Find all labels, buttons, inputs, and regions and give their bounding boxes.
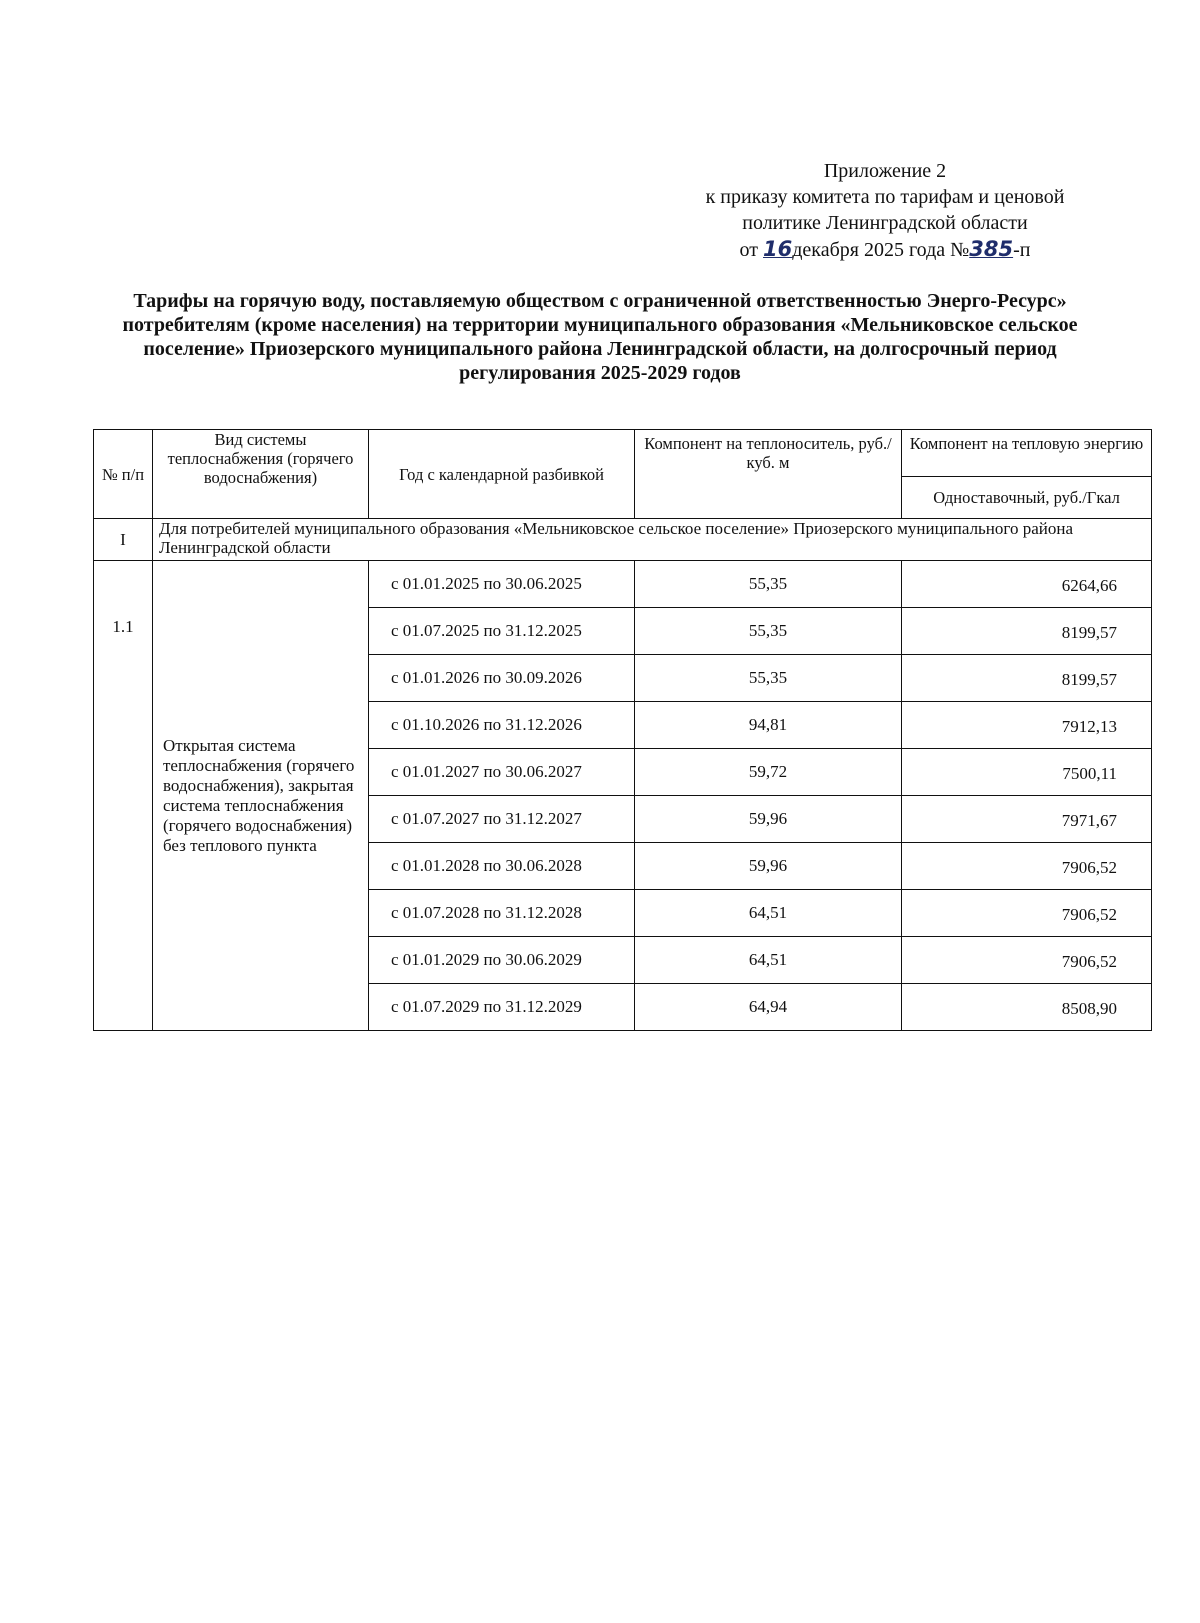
carrier-value: 94,81: [635, 702, 902, 749]
group-num: I: [94, 519, 153, 561]
date-rest: декабря 2025 года №: [792, 239, 970, 261]
appendix-title: Приложение 2: [823, 160, 947, 182]
date-prefix: от: [739, 239, 759, 261]
carrier-value: 64,51: [635, 937, 902, 984]
carrier-value: 64,94: [635, 984, 902, 1031]
energy-value: 8199,57: [902, 608, 1152, 655]
carrier-value: 59,96: [635, 843, 902, 890]
carrier-value: 55,35: [635, 655, 902, 702]
period-cell: с 01.01.2026 по 30.09.2026: [369, 655, 635, 702]
appendix-header: [650, 158, 1120, 263]
energy-value: 8508,90: [902, 984, 1152, 1031]
header-num: № п/п: [94, 430, 153, 519]
period-cell: с 01.01.2029 по 30.06.2029: [369, 937, 635, 984]
carrier-value: 55,35: [635, 608, 902, 655]
carrier-value: 64,51: [635, 890, 902, 937]
handwritten-day: 16: [763, 237, 793, 261]
handwritten-order-number: 385: [969, 237, 1014, 261]
table-row: [94, 561, 1152, 608]
energy-value: 8199,57: [902, 655, 1152, 702]
document-title: Тарифы на горячую воду, поставляемую обществом с ограниченной ответственностью Энерго-Ресурс» потребителям (кроме населения) на территории муниципального образования «Мельниковское сельское поселение» Приозерского муниципального района Ленинградской области, на долгосрочный период регулирования 2025-2029 годов: [122, 290, 1078, 384]
period-cell: с 01.01.2027 по 30.06.2027: [369, 749, 635, 796]
header-period: Год с календарной разбивкой: [369, 430, 635, 519]
item-num: 1.1: [94, 561, 153, 1031]
energy-value: 7906,52: [902, 843, 1152, 890]
header-carrier: Компонент на теплоноситель, руб./куб. м: [635, 430, 902, 519]
header-energy: Компонент на тепловую энергию: [902, 430, 1152, 477]
period-cell: с 01.01.2028 по 30.06.2028: [369, 843, 635, 890]
carrier-value: 55,35: [635, 561, 902, 608]
tariff-table: [93, 429, 1152, 1031]
header-energy-sub: Одноставочный, руб./Гкал: [902, 477, 1152, 519]
energy-value: 7500,11: [902, 749, 1152, 796]
group-description: Для потребителей муниципального образования «Мельниковское сельское поселение» Приозерского муниципального района Ленинградской области: [153, 519, 1152, 561]
energy-value: 7971,67: [902, 796, 1152, 843]
appendix-date-line: [650, 236, 1120, 263]
carrier-value: 59,96: [635, 796, 902, 843]
energy-value: 7906,52: [902, 890, 1152, 937]
period-cell: с 01.10.2026 по 31.12.2026: [369, 702, 635, 749]
period-cell: с 01.07.2028 по 31.12.2028: [369, 890, 635, 937]
energy-value: 6264,66: [902, 561, 1152, 608]
tariff-rows: [94, 561, 1152, 1031]
period-cell: с 01.01.2025 по 30.06.2025: [369, 561, 635, 608]
appendix-order-ref: к приказу комитета по тарифам и ценовой: [705, 186, 1065, 208]
appendix-committee: политике Ленинградской области: [742, 212, 1028, 234]
carrier-value: 59,72: [635, 749, 902, 796]
system-type: Открытая система теплоснабжения (горячего водоснабжения), закрытая система теплоснабжения (горячего водоснабжения) без теплового пункта: [153, 561, 369, 1031]
order-suffix: -п: [1013, 239, 1031, 261]
period-cell: с 01.07.2025 по 31.12.2025: [369, 608, 635, 655]
header-system: Вид системы теплоснабжения (горячего водоснабжения): [153, 430, 369, 519]
energy-value: 7906,52: [902, 937, 1152, 984]
period-cell: с 01.07.2027 по 31.12.2027: [369, 796, 635, 843]
energy-value: 7912,13: [902, 702, 1152, 749]
period-cell: с 01.07.2029 по 31.12.2029: [369, 984, 635, 1031]
